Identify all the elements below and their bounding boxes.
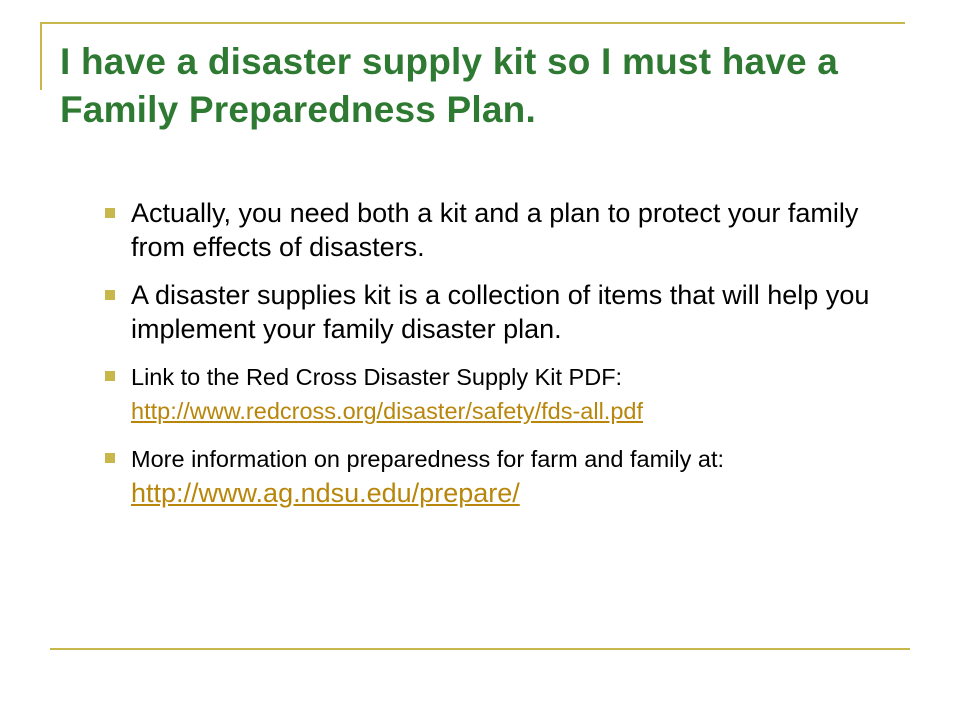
slide-title: I have a disaster supply kit so I must have a Family Preparedness Plan.	[60, 41, 839, 130]
left-accent-bar	[40, 22, 42, 90]
bullet-item-supplies-kit	[105, 278, 885, 346]
top-divider	[40, 22, 905, 24]
bullet-text: More information on preparedness for farm and family at:	[131, 446, 724, 472]
square-bullet-icon	[105, 453, 115, 463]
ndsu-prepare-link[interactable]: http://www.ag.ndsu.edu/prepare/	[131, 478, 520, 508]
bottom-divider	[50, 648, 910, 650]
bullet-item-red-cross-link	[105, 360, 885, 428]
square-bullet-icon	[105, 290, 115, 300]
square-bullet-icon	[105, 208, 115, 218]
bullet-text: Actually, you need both a kit and a plan to protect your family from effects of disasters.	[131, 198, 859, 262]
bullet-list	[105, 196, 885, 525]
red-cross-pdf-link[interactable]: http://www.redcross.org/disaster/safety/fds-all.pdf	[131, 398, 643, 424]
bullet-text: Link to the Red Cross Disaster Supply Kit PDF:	[131, 364, 623, 390]
bullet-text: A disaster supplies kit is a collection of items that will help you implement your family disaster plan.	[131, 280, 870, 344]
bullet-item-ndsu-link	[105, 442, 885, 511]
square-bullet-icon	[105, 371, 115, 381]
bullet-item-kit-and-plan	[105, 196, 885, 264]
